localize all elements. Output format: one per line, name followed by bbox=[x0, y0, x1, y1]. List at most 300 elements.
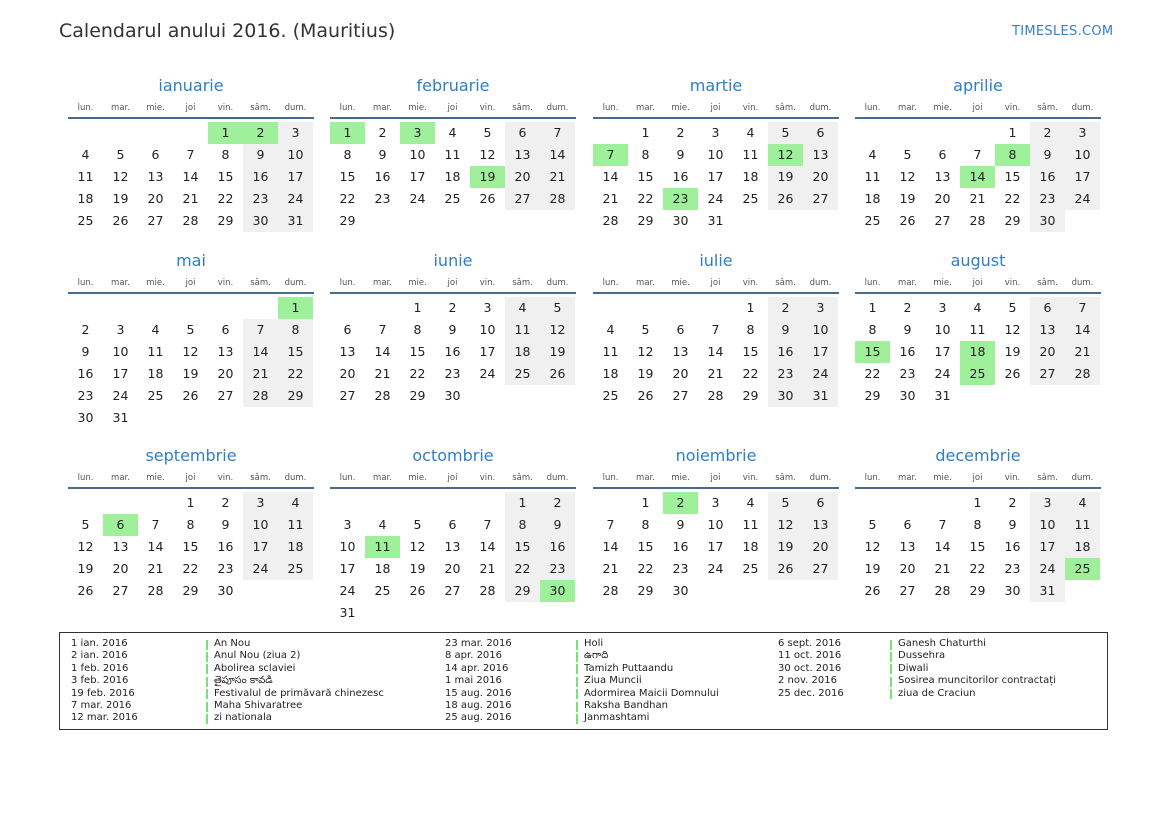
day-cell[interactable]: 3 bbox=[711, 495, 720, 510]
day-cell[interactable]: 4 bbox=[746, 495, 755, 510]
day-cell[interactable]: 24 bbox=[339, 583, 356, 598]
day-cell[interactable]: 1 bbox=[641, 495, 650, 510]
day-cell[interactable]: 14 bbox=[602, 539, 619, 554]
day-cell[interactable]: 30 bbox=[217, 583, 234, 598]
day-cell[interactable]: 4 bbox=[518, 300, 527, 315]
day-cell[interactable]: 12 bbox=[182, 344, 199, 359]
day-cell[interactable]: 28 bbox=[602, 583, 619, 598]
day-cell[interactable]: 22 bbox=[637, 561, 654, 576]
day-cell[interactable]: 26 bbox=[777, 561, 794, 576]
holiday-day-cell[interactable]: 19 bbox=[470, 166, 505, 188]
day-cell[interactable]: 18 bbox=[1074, 539, 1091, 554]
day-cell[interactable]: 28 bbox=[252, 388, 269, 403]
day-cell[interactable]: 21 bbox=[374, 366, 391, 381]
day-cell[interactable]: 13 bbox=[147, 169, 164, 184]
day-cell[interactable]: 11 bbox=[742, 147, 759, 162]
day-cell[interactable]: 28 bbox=[182, 213, 199, 228]
day-cell[interactable]: 23 bbox=[77, 388, 94, 403]
day-cell[interactable]: 26 bbox=[777, 191, 794, 206]
day-cell[interactable]: 20 bbox=[514, 169, 531, 184]
day-cell[interactable]: 15 bbox=[969, 539, 986, 554]
day-cell[interactable]: 13 bbox=[1039, 322, 1056, 337]
day-cell[interactable]: 23 bbox=[899, 366, 916, 381]
day-cell[interactable]: 24 bbox=[252, 561, 269, 576]
day-cell[interactable]: 11 bbox=[77, 169, 94, 184]
day-cell[interactable]: 6 bbox=[816, 125, 825, 140]
day-cell[interactable]: 8 bbox=[973, 517, 982, 532]
day-cell[interactable]: 23 bbox=[444, 366, 461, 381]
day-cell[interactable]: 11 bbox=[602, 344, 619, 359]
day-cell[interactable]: 27 bbox=[1039, 366, 1056, 381]
day-cell[interactable]: 31 bbox=[934, 388, 951, 403]
day-cell[interactable]: 13 bbox=[672, 344, 689, 359]
day-cell[interactable]: 15 bbox=[409, 344, 426, 359]
day-cell[interactable]: 20 bbox=[1039, 344, 1056, 359]
day-cell[interactable]: 14 bbox=[934, 539, 951, 554]
day-cell[interactable]: 15 bbox=[637, 539, 654, 554]
day-cell[interactable]: 6 bbox=[343, 322, 352, 337]
day-cell[interactable]: 25 bbox=[742, 191, 759, 206]
day-cell[interactable]: 9 bbox=[448, 322, 457, 337]
day-cell[interactable]: 16 bbox=[1004, 539, 1021, 554]
day-cell[interactable]: 14 bbox=[374, 344, 391, 359]
day-cell[interactable]: 13 bbox=[217, 344, 234, 359]
day-cell[interactable]: 11 bbox=[444, 147, 461, 162]
day-cell[interactable]: 12 bbox=[637, 344, 654, 359]
day-cell[interactable]: 21 bbox=[479, 561, 496, 576]
day-cell[interactable]: 20 bbox=[934, 191, 951, 206]
day-cell[interactable]: 11 bbox=[742, 517, 759, 532]
day-cell[interactable]: 29 bbox=[742, 388, 759, 403]
day-cell[interactable]: 5 bbox=[781, 125, 790, 140]
day-cell[interactable]: 1 bbox=[518, 495, 527, 510]
day-cell[interactable]: 17 bbox=[1074, 169, 1091, 184]
day-cell[interactable]: 19 bbox=[182, 366, 199, 381]
day-cell[interactable]: 8 bbox=[413, 322, 422, 337]
day-cell[interactable]: 26 bbox=[77, 583, 94, 598]
day-cell[interactable]: 27 bbox=[112, 583, 129, 598]
day-cell[interactable]: 22 bbox=[287, 366, 304, 381]
day-cell[interactable]: 13 bbox=[444, 539, 461, 554]
day-cell[interactable]: 28 bbox=[549, 191, 566, 206]
day-cell[interactable]: 28 bbox=[1074, 366, 1091, 381]
day-cell[interactable]: 17 bbox=[112, 366, 129, 381]
day-cell[interactable]: 14 bbox=[182, 169, 199, 184]
day-cell[interactable]: 27 bbox=[812, 191, 829, 206]
day-cell[interactable]: 5 bbox=[186, 322, 195, 337]
day-cell[interactable]: 11 bbox=[969, 322, 986, 337]
day-cell[interactable]: 21 bbox=[602, 191, 619, 206]
day-cell[interactable]: 29 bbox=[514, 583, 531, 598]
day-cell[interactable]: 24 bbox=[934, 366, 951, 381]
day-cell[interactable]: 25 bbox=[444, 191, 461, 206]
day-cell[interactable]: 1 bbox=[973, 495, 982, 510]
day-cell[interactable]: 27 bbox=[514, 191, 531, 206]
holiday-day-cell[interactable]: 6 bbox=[103, 514, 138, 536]
day-cell[interactable]: 10 bbox=[707, 517, 724, 532]
day-cell[interactable]: 5 bbox=[553, 300, 562, 315]
holiday-day-cell[interactable]: 12 bbox=[768, 144, 803, 166]
day-cell[interactable]: 24 bbox=[812, 366, 829, 381]
day-cell[interactable]: 2 bbox=[448, 300, 457, 315]
day-cell[interactable]: 20 bbox=[339, 366, 356, 381]
day-cell[interactable]: 3 bbox=[343, 517, 352, 532]
day-cell[interactable]: 16 bbox=[217, 539, 234, 554]
day-cell[interactable]: 20 bbox=[672, 366, 689, 381]
holiday-day-cell[interactable]: 25 bbox=[1065, 558, 1100, 580]
day-cell[interactable]: 12 bbox=[409, 539, 426, 554]
day-cell[interactable]: 25 bbox=[374, 583, 391, 598]
day-cell[interactable]: 6 bbox=[1043, 300, 1052, 315]
day-cell[interactable]: 30 bbox=[672, 213, 689, 228]
day-cell[interactable]: 18 bbox=[742, 169, 759, 184]
day-cell[interactable]: 29 bbox=[409, 388, 426, 403]
day-cell[interactable]: 13 bbox=[812, 147, 829, 162]
day-cell[interactable]: 29 bbox=[637, 213, 654, 228]
day-cell[interactable]: 4 bbox=[1078, 495, 1087, 510]
day-cell[interactable]: 18 bbox=[147, 366, 164, 381]
day-cell[interactable]: 19 bbox=[112, 191, 129, 206]
day-cell[interactable]: 20 bbox=[812, 169, 829, 184]
day-cell[interactable]: 13 bbox=[339, 344, 356, 359]
day-cell[interactable]: 1 bbox=[413, 300, 422, 315]
day-cell[interactable]: 22 bbox=[637, 191, 654, 206]
day-cell[interactable]: 10 bbox=[409, 147, 426, 162]
day-cell[interactable]: 17 bbox=[252, 539, 269, 554]
day-cell[interactable]: 9 bbox=[676, 517, 685, 532]
day-cell[interactable]: 5 bbox=[483, 125, 492, 140]
day-cell[interactable]: 30 bbox=[899, 388, 916, 403]
day-cell[interactable]: 3 bbox=[711, 125, 720, 140]
day-cell[interactable]: 2 bbox=[81, 322, 90, 337]
day-cell[interactable]: 9 bbox=[81, 344, 90, 359]
day-cell[interactable]: 23 bbox=[217, 561, 234, 576]
day-cell[interactable]: 29 bbox=[339, 213, 356, 228]
day-cell[interactable]: 7 bbox=[606, 517, 615, 532]
day-cell[interactable]: 7 bbox=[256, 322, 265, 337]
day-cell[interactable]: 26 bbox=[899, 213, 916, 228]
day-cell[interactable]: 28 bbox=[969, 213, 986, 228]
day-cell[interactable]: 9 bbox=[1008, 517, 1017, 532]
day-cell[interactable]: 5 bbox=[868, 517, 877, 532]
day-cell[interactable]: 22 bbox=[742, 366, 759, 381]
day-cell[interactable]: 18 bbox=[602, 366, 619, 381]
day-cell[interactable]: 18 bbox=[77, 191, 94, 206]
day-cell[interactable]: 21 bbox=[1074, 344, 1091, 359]
day-cell[interactable]: 12 bbox=[479, 147, 496, 162]
day-cell[interactable]: 8 bbox=[641, 517, 650, 532]
day-cell[interactable]: 1 bbox=[746, 300, 755, 315]
day-cell[interactable]: 29 bbox=[182, 583, 199, 598]
day-cell[interactable]: 23 bbox=[1004, 561, 1021, 576]
day-cell[interactable]: 12 bbox=[864, 539, 881, 554]
day-cell[interactable]: 12 bbox=[112, 169, 129, 184]
day-cell[interactable]: 12 bbox=[1004, 322, 1021, 337]
day-cell[interactable]: 10 bbox=[1039, 517, 1056, 532]
day-cell[interactable]: 5 bbox=[116, 147, 125, 162]
day-cell[interactable]: 31 bbox=[1039, 583, 1056, 598]
day-cell[interactable]: 19 bbox=[777, 169, 794, 184]
day-cell[interactable]: 25 bbox=[514, 366, 531, 381]
day-cell[interactable]: 19 bbox=[409, 561, 426, 576]
day-cell[interactable]: 24 bbox=[707, 561, 724, 576]
day-cell[interactable]: 16 bbox=[374, 169, 391, 184]
day-cell[interactable]: 26 bbox=[1004, 366, 1021, 381]
day-cell[interactable]: 10 bbox=[1074, 147, 1091, 162]
day-cell[interactable]: 25 bbox=[77, 213, 94, 228]
day-cell[interactable]: 6 bbox=[448, 517, 457, 532]
day-cell[interactable]: 9 bbox=[1043, 147, 1052, 162]
day-cell[interactable]: 12 bbox=[549, 322, 566, 337]
day-cell[interactable]: 9 bbox=[221, 517, 230, 532]
day-cell[interactable]: 14 bbox=[602, 169, 619, 184]
day-cell[interactable]: 27 bbox=[217, 388, 234, 403]
day-cell[interactable]: 22 bbox=[864, 366, 881, 381]
day-cell[interactable]: 21 bbox=[934, 561, 951, 576]
holiday-day-cell[interactable]: 14 bbox=[960, 166, 995, 188]
day-cell[interactable]: 2 bbox=[221, 495, 230, 510]
day-cell[interactable]: 9 bbox=[903, 322, 912, 337]
day-cell[interactable]: 17 bbox=[812, 344, 829, 359]
day-cell[interactable]: 29 bbox=[1004, 213, 1021, 228]
day-cell[interactable]: 25 bbox=[602, 388, 619, 403]
day-cell[interactable]: 15 bbox=[637, 169, 654, 184]
day-cell[interactable]: 7 bbox=[151, 517, 160, 532]
day-cell[interactable]: 21 bbox=[147, 561, 164, 576]
day-cell[interactable]: 25 bbox=[742, 561, 759, 576]
day-cell[interactable]: 22 bbox=[409, 366, 426, 381]
holiday-day-cell[interactable]: 1 bbox=[278, 297, 313, 319]
day-cell[interactable]: 26 bbox=[409, 583, 426, 598]
day-cell[interactable]: 31 bbox=[812, 388, 829, 403]
day-cell[interactable]: 23 bbox=[777, 366, 794, 381]
day-cell[interactable]: 27 bbox=[444, 583, 461, 598]
day-cell[interactable]: 15 bbox=[182, 539, 199, 554]
day-cell[interactable]: 11 bbox=[147, 344, 164, 359]
day-cell[interactable]: 3 bbox=[116, 322, 125, 337]
day-cell[interactable]: 29 bbox=[217, 213, 234, 228]
day-cell[interactable]: 29 bbox=[969, 583, 986, 598]
day-cell[interactable]: 15 bbox=[339, 169, 356, 184]
day-cell[interactable]: 3 bbox=[291, 125, 300, 140]
day-cell[interactable]: 23 bbox=[1039, 191, 1056, 206]
day-cell[interactable]: 21 bbox=[707, 366, 724, 381]
day-cell[interactable]: 17 bbox=[479, 344, 496, 359]
day-cell[interactable]: 17 bbox=[339, 561, 356, 576]
day-cell[interactable]: 8 bbox=[291, 322, 300, 337]
day-cell[interactable]: 1 bbox=[868, 300, 877, 315]
holiday-day-cell[interactable]: 7 bbox=[593, 144, 628, 166]
day-cell[interactable]: 22 bbox=[514, 561, 531, 576]
day-cell[interactable]: 28 bbox=[602, 213, 619, 228]
day-cell[interactable]: 28 bbox=[374, 388, 391, 403]
day-cell[interactable]: 5 bbox=[903, 147, 912, 162]
day-cell[interactable]: 24 bbox=[1074, 191, 1091, 206]
day-cell[interactable]: 4 bbox=[291, 495, 300, 510]
day-cell[interactable]: 16 bbox=[1039, 169, 1056, 184]
day-cell[interactable]: 27 bbox=[339, 388, 356, 403]
day-cell[interactable]: 9 bbox=[553, 517, 562, 532]
day-cell[interactable]: 6 bbox=[676, 322, 685, 337]
day-cell[interactable]: 26 bbox=[479, 191, 496, 206]
day-cell[interactable]: 8 bbox=[186, 517, 195, 532]
day-cell[interactable]: 4 bbox=[151, 322, 160, 337]
day-cell[interactable]: 18 bbox=[864, 191, 881, 206]
day-cell[interactable]: 18 bbox=[742, 539, 759, 554]
day-cell[interactable]: 4 bbox=[606, 322, 615, 337]
day-cell[interactable]: 23 bbox=[549, 561, 566, 576]
day-cell[interactable]: 22 bbox=[217, 191, 234, 206]
day-cell[interactable]: 31 bbox=[339, 605, 356, 620]
day-cell[interactable]: 24 bbox=[409, 191, 426, 206]
day-cell[interactable]: 7 bbox=[1078, 300, 1087, 315]
day-cell[interactable]: 8 bbox=[868, 322, 877, 337]
day-cell[interactable]: 19 bbox=[899, 191, 916, 206]
day-cell[interactable]: 14 bbox=[707, 344, 724, 359]
day-cell[interactable]: 28 bbox=[934, 583, 951, 598]
day-cell[interactable]: 2 bbox=[1008, 495, 1017, 510]
day-cell[interactable]: 24 bbox=[479, 366, 496, 381]
day-cell[interactable]: 5 bbox=[1008, 300, 1017, 315]
day-cell[interactable]: 11 bbox=[514, 322, 531, 337]
day-cell[interactable]: 16 bbox=[77, 366, 94, 381]
holiday-day-cell[interactable]: 1 bbox=[330, 122, 365, 144]
day-cell[interactable]: 23 bbox=[374, 191, 391, 206]
day-cell[interactable]: 11 bbox=[864, 169, 881, 184]
day-cell[interactable]: 8 bbox=[641, 147, 650, 162]
day-cell[interactable]: 2 bbox=[553, 495, 562, 510]
day-cell[interactable]: 15 bbox=[287, 344, 304, 359]
day-cell[interactable]: 16 bbox=[899, 344, 916, 359]
day-cell[interactable]: 5 bbox=[781, 495, 790, 510]
day-cell[interactable]: 13 bbox=[812, 517, 829, 532]
day-cell[interactable]: 10 bbox=[339, 539, 356, 554]
day-cell[interactable]: 11 bbox=[1074, 517, 1091, 532]
day-cell[interactable]: 30 bbox=[672, 583, 689, 598]
day-cell[interactable]: 29 bbox=[864, 388, 881, 403]
day-cell[interactable]: 31 bbox=[707, 213, 724, 228]
day-cell[interactable]: 7 bbox=[186, 147, 195, 162]
day-cell[interactable]: 15 bbox=[1004, 169, 1021, 184]
day-cell[interactable]: 22 bbox=[969, 561, 986, 576]
brand-logo[interactable]: TIMESLES.COM bbox=[1012, 24, 1114, 39]
day-cell[interactable]: 6 bbox=[518, 125, 527, 140]
day-cell[interactable]: 5 bbox=[413, 517, 422, 532]
day-cell[interactable]: 27 bbox=[672, 388, 689, 403]
day-cell[interactable]: 27 bbox=[934, 213, 951, 228]
day-cell[interactable]: 5 bbox=[641, 322, 650, 337]
day-cell[interactable]: 30 bbox=[1039, 213, 1056, 228]
day-cell[interactable]: 25 bbox=[864, 213, 881, 228]
holiday-day-cell[interactable]: 1 bbox=[208, 122, 243, 144]
day-cell[interactable]: 8 bbox=[746, 322, 755, 337]
day-cell[interactable]: 19 bbox=[1004, 344, 1021, 359]
day-cell[interactable]: 2 bbox=[1043, 125, 1052, 140]
day-cell[interactable]: 13 bbox=[112, 539, 129, 554]
holiday-day-cell[interactable]: 8 bbox=[995, 144, 1030, 166]
day-cell[interactable]: 8 bbox=[518, 517, 527, 532]
day-cell[interactable]: 10 bbox=[812, 322, 829, 337]
day-cell[interactable]: 30 bbox=[777, 388, 794, 403]
day-cell[interactable]: 5 bbox=[81, 517, 90, 532]
day-cell[interactable]: 4 bbox=[973, 300, 982, 315]
day-cell[interactable]: 10 bbox=[479, 322, 496, 337]
day-cell[interactable]: 12 bbox=[777, 517, 794, 532]
day-cell[interactable]: 4 bbox=[868, 147, 877, 162]
day-cell[interactable]: 4 bbox=[81, 147, 90, 162]
day-cell[interactable]: 28 bbox=[479, 583, 496, 598]
holiday-day-cell[interactable]: 3 bbox=[400, 122, 435, 144]
day-cell[interactable]: 26 bbox=[112, 213, 129, 228]
day-cell[interactable]: 26 bbox=[864, 583, 881, 598]
day-cell[interactable]: 16 bbox=[672, 539, 689, 554]
day-cell[interactable]: 7 bbox=[378, 322, 387, 337]
day-cell[interactable]: 6 bbox=[221, 322, 230, 337]
day-cell[interactable]: 9 bbox=[378, 147, 387, 162]
day-cell[interactable]: 10 bbox=[707, 147, 724, 162]
day-cell[interactable]: 22 bbox=[339, 191, 356, 206]
day-cell[interactable]: 3 bbox=[256, 495, 265, 510]
day-cell[interactable]: 30 bbox=[77, 410, 94, 425]
day-cell[interactable]: 24 bbox=[287, 191, 304, 206]
day-cell[interactable]: 30 bbox=[1004, 583, 1021, 598]
day-cell[interactable]: 24 bbox=[112, 388, 129, 403]
day-cell[interactable]: 4 bbox=[448, 125, 457, 140]
day-cell[interactable]: 3 bbox=[938, 300, 947, 315]
day-cell[interactable]: 9 bbox=[676, 147, 685, 162]
day-cell[interactable]: 18 bbox=[514, 344, 531, 359]
day-cell[interactable]: 16 bbox=[672, 169, 689, 184]
day-cell[interactable]: 21 bbox=[602, 561, 619, 576]
day-cell[interactable]: 24 bbox=[707, 191, 724, 206]
day-cell[interactable]: 6 bbox=[151, 147, 160, 162]
day-cell[interactable]: 23 bbox=[252, 191, 269, 206]
day-cell[interactable]: 30 bbox=[444, 388, 461, 403]
day-cell[interactable]: 16 bbox=[777, 344, 794, 359]
day-cell[interactable]: 30 bbox=[252, 213, 269, 228]
day-cell[interactable]: 20 bbox=[444, 561, 461, 576]
day-cell[interactable]: 28 bbox=[707, 388, 724, 403]
day-cell[interactable]: 19 bbox=[637, 366, 654, 381]
day-cell[interactable]: 17 bbox=[934, 344, 951, 359]
day-cell[interactable]: 10 bbox=[934, 322, 951, 337]
day-cell[interactable]: 8 bbox=[343, 147, 352, 162]
holiday-day-cell[interactable]: 15 bbox=[855, 341, 890, 363]
day-cell[interactable]: 26 bbox=[637, 388, 654, 403]
day-cell[interactable]: 25 bbox=[287, 561, 304, 576]
holiday-day-cell[interactable]: 18 bbox=[960, 341, 995, 363]
day-cell[interactable]: 17 bbox=[707, 539, 724, 554]
day-cell[interactable]: 4 bbox=[746, 125, 755, 140]
day-cell[interactable]: 3 bbox=[816, 300, 825, 315]
day-cell[interactable]: 29 bbox=[287, 388, 304, 403]
day-cell[interactable]: 13 bbox=[514, 147, 531, 162]
day-cell[interactable]: 19 bbox=[549, 344, 566, 359]
day-cell[interactable]: 18 bbox=[444, 169, 461, 184]
day-cell[interactable]: 18 bbox=[374, 561, 391, 576]
day-cell[interactable]: 20 bbox=[899, 561, 916, 576]
holiday-day-cell[interactable]: 2 bbox=[663, 492, 698, 514]
day-cell[interactable]: 14 bbox=[549, 147, 566, 162]
day-cell[interactable]: 14 bbox=[479, 539, 496, 554]
day-cell[interactable]: 3 bbox=[483, 300, 492, 315]
holiday-day-cell[interactable]: 23 bbox=[663, 188, 698, 210]
day-cell[interactable]: 27 bbox=[812, 561, 829, 576]
day-cell[interactable]: 29 bbox=[637, 583, 654, 598]
day-cell[interactable]: 14 bbox=[147, 539, 164, 554]
day-cell[interactable]: 21 bbox=[549, 169, 566, 184]
day-cell[interactable]: 26 bbox=[549, 366, 566, 381]
